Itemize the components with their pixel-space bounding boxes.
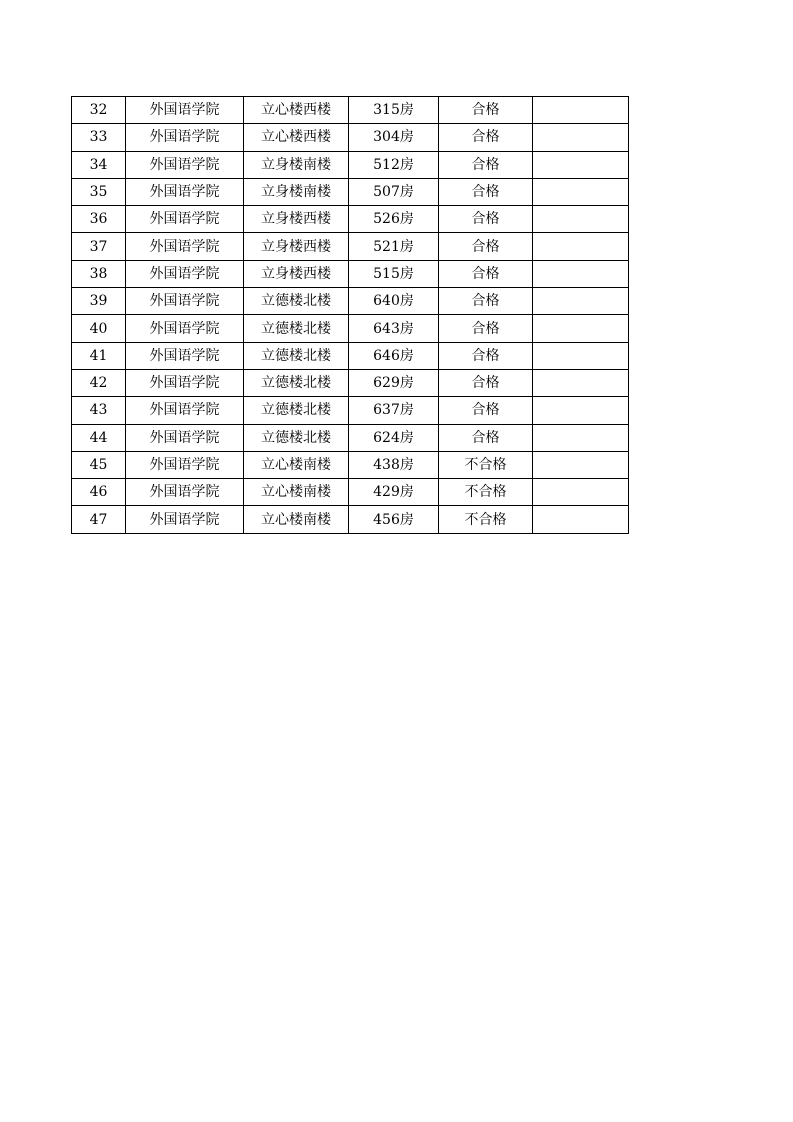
row-number-cell: 41 [72,342,126,369]
room-cell: 629房 [349,369,439,396]
college-cell: 外国语学院 [126,233,244,260]
room-cell: 640房 [349,288,439,315]
college-cell: 外国语学院 [126,451,244,478]
college-cell: 外国语学院 [126,479,244,506]
room-cell: 304房 [349,124,439,151]
table-body [72,97,629,534]
note-cell [533,97,629,124]
college-cell: 外国语学院 [126,342,244,369]
row-number-cell: 43 [72,397,126,424]
note-cell [533,151,629,178]
row-number-cell: 45 [72,451,126,478]
note-cell [533,260,629,287]
row-number-cell: 37 [72,233,126,260]
room-cell: 521房 [349,233,439,260]
row-number-cell: 39 [72,288,126,315]
building-cell: 立心楼南楼 [244,506,349,533]
building-cell: 立身楼南楼 [244,151,349,178]
result-cell: 合格 [439,233,533,260]
college-cell: 外国语学院 [126,97,244,124]
building-cell: 立身楼南楼 [244,178,349,205]
room-cell: 526房 [349,206,439,233]
note-cell [533,369,629,396]
row-number-cell: 33 [72,124,126,151]
college-cell: 外国语学院 [126,151,244,178]
table-row [72,233,629,260]
room-cell: 646房 [349,342,439,369]
room-cell: 643房 [349,315,439,342]
table-row [72,369,629,396]
result-cell: 合格 [439,424,533,451]
row-number-cell: 32 [72,97,126,124]
note-cell [533,424,629,451]
table-row [72,451,629,478]
note-cell [533,451,629,478]
college-cell: 外国语学院 [126,369,244,396]
room-cell: 456房 [349,506,439,533]
room-cell: 512房 [349,151,439,178]
room-cell: 438房 [349,451,439,478]
building-cell: 立德楼北楼 [244,342,349,369]
result-cell: 合格 [439,151,533,178]
table-row [72,479,629,506]
note-cell [533,342,629,369]
result-cell: 合格 [439,315,533,342]
college-cell: 外国语学院 [126,288,244,315]
building-cell: 立心楼南楼 [244,451,349,478]
row-number-cell: 47 [72,506,126,533]
result-cell: 合格 [439,206,533,233]
college-cell: 外国语学院 [126,506,244,533]
inspection-table [71,96,629,534]
table-row [72,397,629,424]
building-cell: 立德楼北楼 [244,369,349,396]
note-cell [533,206,629,233]
table-row [72,178,629,205]
building-cell: 立德楼北楼 [244,424,349,451]
table-row [72,424,629,451]
result-cell: 不合格 [439,479,533,506]
row-number-cell: 46 [72,479,126,506]
row-number-cell: 38 [72,260,126,287]
note-cell [533,506,629,533]
college-cell: 外国语学院 [126,424,244,451]
note-cell [533,288,629,315]
note-cell [533,233,629,260]
result-cell: 合格 [439,260,533,287]
result-cell: 不合格 [439,451,533,478]
room-cell: 429房 [349,479,439,506]
room-cell: 515房 [349,260,439,287]
room-cell: 507房 [349,178,439,205]
row-number-cell: 34 [72,151,126,178]
college-cell: 外国语学院 [126,178,244,205]
building-cell: 立心楼西楼 [244,124,349,151]
room-cell: 624房 [349,424,439,451]
note-cell [533,397,629,424]
row-number-cell: 36 [72,206,126,233]
result-cell: 合格 [439,97,533,124]
college-cell: 外国语学院 [126,315,244,342]
note-cell [533,479,629,506]
room-cell: 315房 [349,97,439,124]
building-cell: 立身楼西楼 [244,260,349,287]
building-cell: 立心楼南楼 [244,479,349,506]
table-row [72,342,629,369]
building-cell: 立心楼西楼 [244,97,349,124]
table-row [72,260,629,287]
result-cell: 合格 [439,342,533,369]
row-number-cell: 35 [72,178,126,205]
college-cell: 外国语学院 [126,397,244,424]
table-row [72,97,629,124]
note-cell [533,315,629,342]
table-row [72,288,629,315]
result-cell: 合格 [439,397,533,424]
row-number-cell: 42 [72,369,126,396]
note-cell [533,124,629,151]
table-row [72,124,629,151]
table-row [72,151,629,178]
building-cell: 立德楼北楼 [244,288,349,315]
building-cell: 立德楼北楼 [244,397,349,424]
table-row [72,506,629,533]
note-cell [533,178,629,205]
college-cell: 外国语学院 [126,124,244,151]
building-cell: 立德楼北楼 [244,315,349,342]
college-cell: 外国语学院 [126,260,244,287]
room-cell: 637房 [349,397,439,424]
building-cell: 立身楼西楼 [244,206,349,233]
row-number-cell: 44 [72,424,126,451]
result-cell: 合格 [439,288,533,315]
college-cell: 外国语学院 [126,206,244,233]
result-cell: 不合格 [439,506,533,533]
table-row [72,315,629,342]
result-cell: 合格 [439,124,533,151]
result-cell: 合格 [439,369,533,396]
table-row [72,206,629,233]
building-cell: 立身楼西楼 [244,233,349,260]
result-cell: 合格 [439,178,533,205]
row-number-cell: 40 [72,315,126,342]
